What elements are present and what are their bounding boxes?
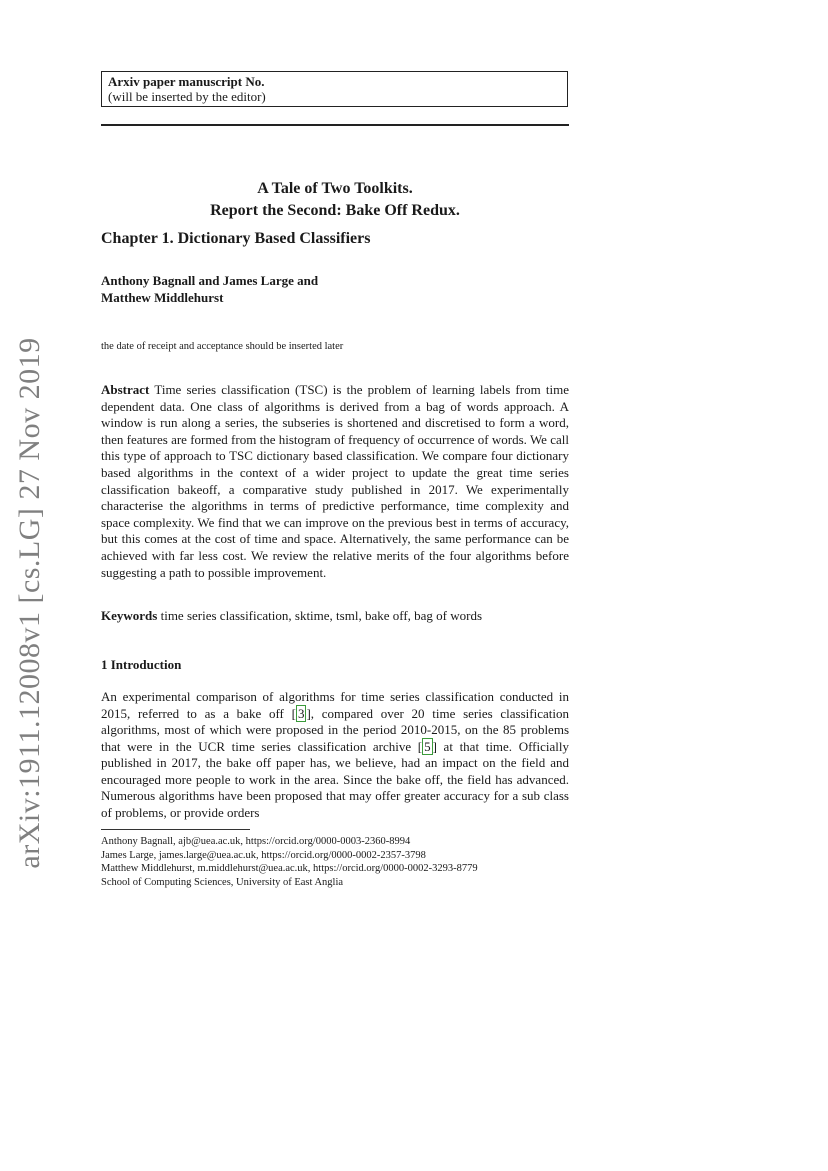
- section-heading: 1 Introduction: [101, 657, 182, 672]
- authors-line-2: Matthew Middlehurst: [101, 290, 224, 305]
- intro-text-3: at that time. Officially published in 2017, the bake off paper has, we believe, had an impact on the field and encouraged more people to work in the area. Since the bake off, the field has advanced. Numerous algorithms have been proposed that may offer greater accuracy for a sub class of problems, or provide orders: [101, 738, 569, 820]
- footnote-large: James Large, james.large@uea.ac.uk, https://orcid.org/0000-0002-2357-3798: [101, 849, 426, 861]
- header-rule: [101, 124, 569, 126]
- date-note: the date of receipt and acceptance should be inserted later: [101, 341, 344, 352]
- abstract: [101, 382, 569, 581]
- author-list: [101, 272, 318, 306]
- title-line-2: Report the Second: Bake Off Redux.: [210, 202, 460, 219]
- keywords: [101, 608, 569, 624]
- footnote-middlehurst: Matthew Middlehurst, m.middlehurst@uea.ac.uk, https://orcid.org/0000-0002-3293-8779: [101, 863, 478, 874]
- arxiv-identifier: arXiv:1911.12008v1 [cs.LG] 27 Nov 2019: [13, 336, 46, 869]
- arxiv-side-stamp: [0, 336, 60, 869]
- manuscript-box: [101, 71, 568, 107]
- authors-line-1: Anthony Bagnall and James Large and: [101, 273, 319, 288]
- abstract-label: Abstract: [101, 382, 150, 397]
- footnotes: [101, 835, 478, 889]
- paper-title: [101, 178, 569, 222]
- footnote-affiliation: School of Computing Sciences, University of East Anglia: [101, 876, 344, 888]
- citation-link-5[interactable]: 5: [424, 738, 431, 754]
- footnote-bagnall: Anthony Bagnall, ajb@uea.ac.uk, https://orcid.org/0000-0003-2360-8994: [101, 836, 411, 847]
- intro-text-2: , compared over 20 time series classification algorithms, most of which were proposed in the period 2010-2015, on the 85 problems that were in the UCR time series classification archive: [101, 705, 569, 754]
- footnote-rule: [101, 829, 250, 830]
- citation-link-3[interactable]: 3: [297, 705, 305, 721]
- abstract-text: Time series classification (TSC) is the problem of learning labels from time dependent data. One class of algorithms is derived from a bag of words approach. A window is run along a series, the subseries is shortened and discretised to form a word, then features are formed from the histogram of frequency of occurrence of words. We call this type of approach to TSC dictionary based classification. We compare four dictionary based algorithms in the context of a wider project to update the great time series classification bakeoff, a comparative study published in 2017. We experimentally characterise the algorithms in terms of predictive performance, time complexity and space complexity. We find that we can improve on the previous best in terms of accuracy, but this comes at the cost of time and space. Alternatively, the same performance can be achieved with far less cost. We review the relative merits of the four algorithms before suggesting a path to possible improvement.: [101, 382, 569, 580]
- manuscript-number-label: Arxiv paper manuscript No.: [108, 74, 265, 89]
- keywords-label: Keywords: [101, 608, 158, 623]
- intro-text-1: An experimental comparison of algorithms for time series classification conducted in 2015, referred to as a bake off: [101, 689, 569, 721]
- chapter-title: Chapter 1. Dictionary Based Classifiers: [101, 230, 371, 247]
- introduction-paragraph: An experimental comparison of algorithms for time series classification conducted in 2015, referred to as a bake off [ 3 ], compared over 20 time series classification algorithms, most of which were proposed in the period 2010-2015, on the 85 problems that were in the UCR time series classification archive [ 5 ] at that time. Officially published in 2017, the bake off paper has, we believe, had an impact on the field and encouraged more people to work in the area. Since the bake off, the field has advanced. Numerous algorithms have been proposed that may offer greater accuracy for a sub class of problems, or provide orders: [101, 689, 569, 820]
- title-line-1: A Tale of Two Toolkits.: [257, 180, 413, 197]
- keywords-text: time series classification, sktime, tsml, bake off, bag of words: [160, 608, 483, 623]
- editor-note: (will be inserted by the editor): [108, 89, 266, 104]
